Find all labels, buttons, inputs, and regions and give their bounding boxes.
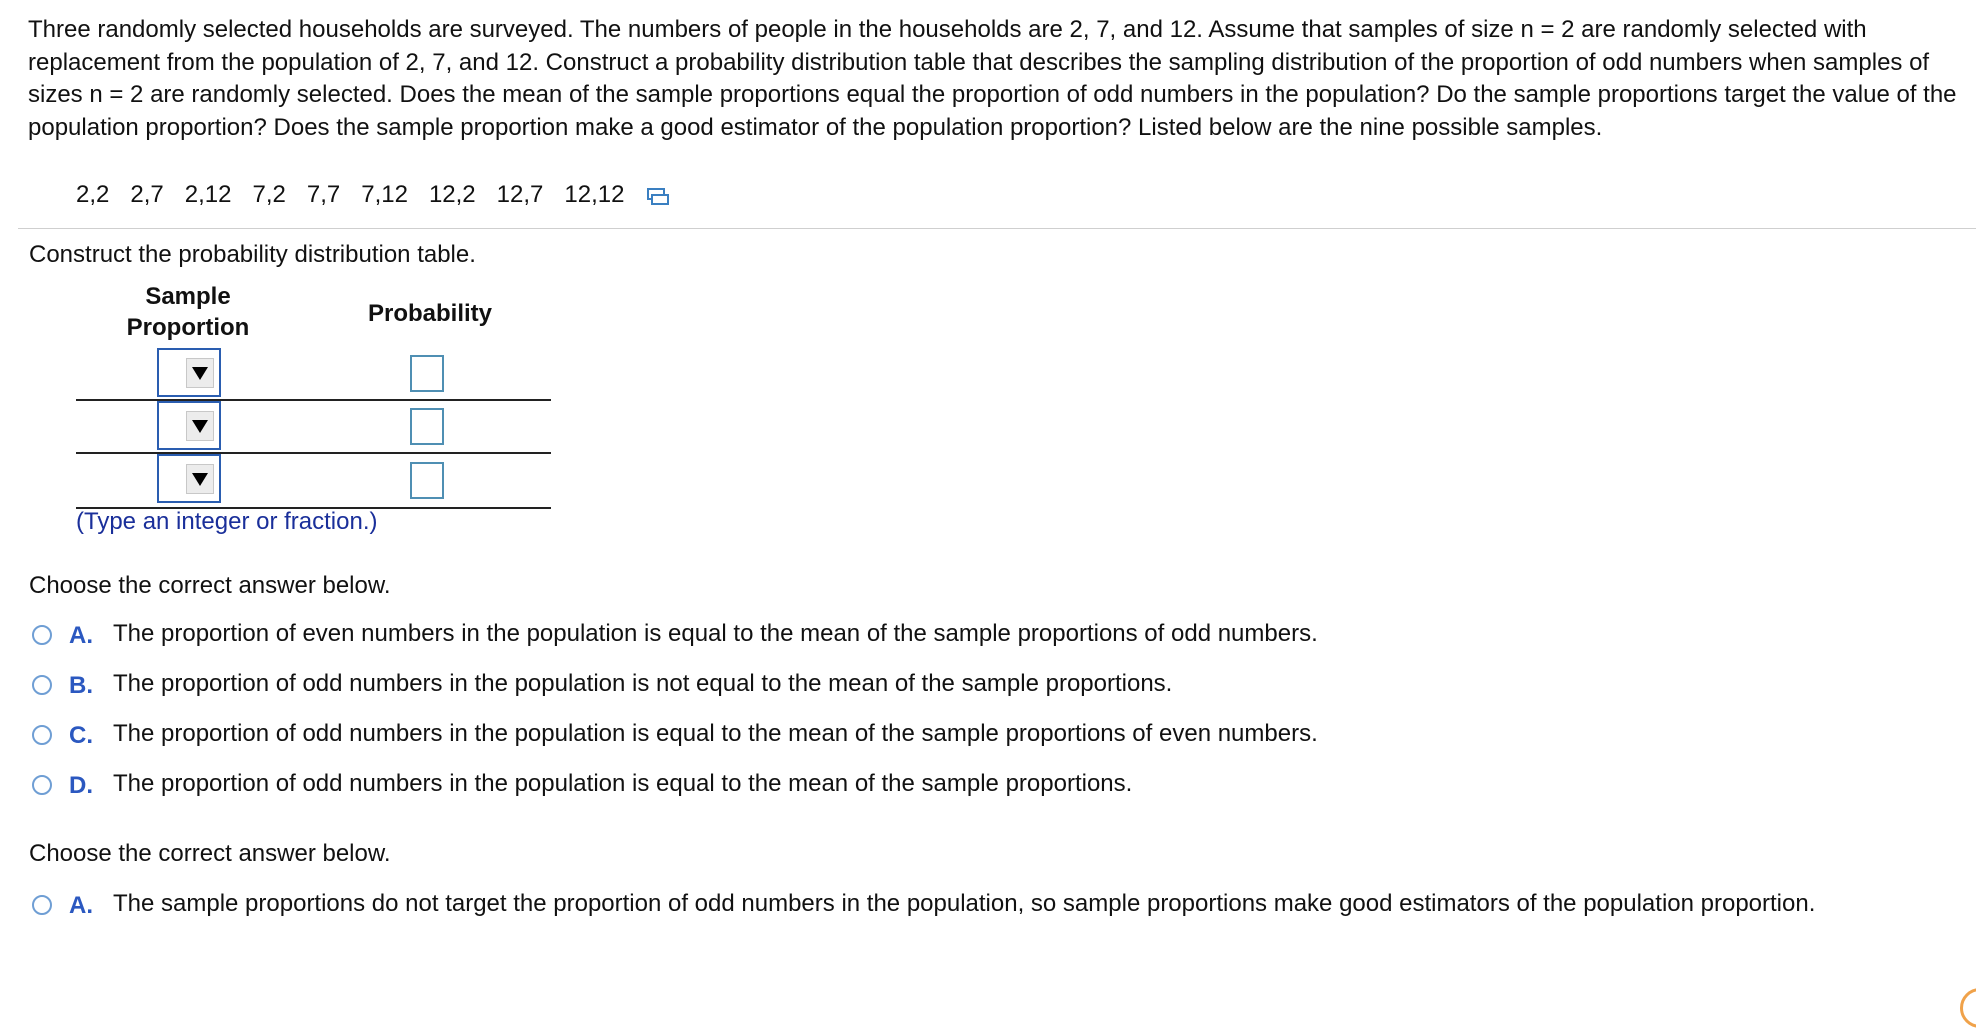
copy-data-icon[interactable] — [647, 184, 669, 212]
radio-button[interactable] — [32, 895, 52, 915]
header-line: Sample — [145, 283, 231, 310]
option-letter: A. — [69, 622, 93, 649]
table-prompt: Construct the probability distribution table. — [29, 241, 476, 268]
option-text: The proportion of odd numbers in the population is equal to the mean of the sample proportions of even numbers. — [113, 720, 1318, 747]
option-text: The proportion of odd numbers in the population is equal to the mean of the sample proportions. — [113, 770, 1133, 797]
corner-help-icon[interactable] — [1960, 988, 1976, 1028]
sample-item: 12,12 — [564, 181, 625, 208]
input-hint: (Type an integer or fraction.) — [76, 508, 378, 535]
sample-item: 12,2 — [428, 181, 476, 208]
option-text: The sample proportions do not target the proportion of odd numbers in the population, so sample proportions make good estimators of the population proportion. — [113, 890, 1816, 917]
q2-option-a[interactable] — [32, 622, 1318, 651]
sample-item: 7,7 — [306, 181, 341, 208]
sample-proportion-dropdown-1[interactable] — [157, 348, 221, 397]
sample-proportion-dropdown-2[interactable] — [157, 401, 221, 450]
question3-prompt: Choose the correct answer below. — [29, 840, 391, 867]
dropdown-arrow[interactable] — [186, 464, 214, 494]
probability-input-1[interactable] — [410, 355, 444, 392]
sample-item: 2,12 — [184, 181, 232, 208]
option-letter: C. — [69, 722, 93, 749]
section-divider — [18, 228, 1976, 229]
option-text: The proportion of odd numbers in the population is not equal to the mean of the sample proportions. — [113, 670, 1173, 697]
question-text: Three randomly selected households are surveyed. The numbers of people in the households are 2, 7, and 12. Assume that samples of size n = 2 are randomly selected with replacement from the population of 2, 7, and 12. Construct a probability distribution table that describes the sampling distribution of the proportion of odd numbers when samples of sizes n = 2 are randomly selected. Does the mean of the sample proportions equal the proportion of odd numbers in the population? Do the sample proportions target the value of the population proportion? Does the sample proportion make a good estimator of the population proportion? Listed below are the nine possible samples. — [28, 16, 1957, 141]
header-probability: Probability — [367, 300, 493, 327]
q2-option-b[interactable] — [32, 672, 1172, 701]
radio-button[interactable] — [32, 775, 52, 795]
triangle-down-icon — [192, 473, 208, 486]
q2-option-c[interactable] — [32, 722, 1318, 751]
triangle-down-icon — [192, 367, 208, 380]
sample-proportion-dropdown-3[interactable] — [157, 454, 221, 503]
q3-option-a[interactable] — [32, 892, 1852, 921]
triangle-down-icon — [192, 420, 208, 433]
radio-button[interactable] — [32, 675, 52, 695]
option-letter: B. — [69, 672, 93, 699]
option-text: The proportion of even numbers in the population is equal to the mean of the sample proportions of odd numbers. — [113, 620, 1318, 647]
row-divider — [76, 399, 551, 401]
sample-item: 7,12 — [361, 181, 408, 208]
option-letter: D. — [69, 772, 93, 799]
dropdown-arrow[interactable] — [186, 358, 214, 388]
sample-item: 2,7 — [130, 181, 164, 208]
sample-item: 12,7 — [496, 181, 544, 208]
q2-option-d[interactable] — [32, 772, 1132, 801]
header-sample-proportion — [118, 281, 258, 343]
sample-item: 2,2 — [76, 181, 110, 208]
probability-input-3[interactable] — [410, 462, 444, 499]
question2-prompt: Choose the correct answer below. — [29, 572, 391, 599]
sample-item: 7,2 — [252, 181, 286, 208]
option-letter: A. — [69, 892, 93, 919]
samples-list — [76, 178, 669, 212]
radio-button[interactable] — [32, 725, 52, 745]
radio-button[interactable] — [32, 625, 52, 645]
probability-input-2[interactable] — [410, 408, 444, 445]
row-divider — [76, 452, 551, 454]
header-line: Proportion — [126, 314, 250, 341]
dropdown-arrow[interactable] — [186, 411, 214, 441]
